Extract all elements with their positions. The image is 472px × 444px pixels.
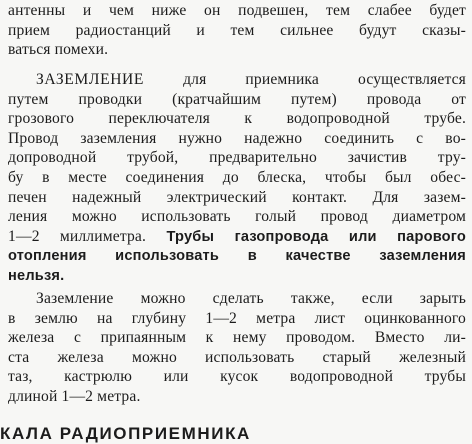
bold-warning-text: Трубы газопровода или парового xyxy=(146,228,466,245)
text-line xyxy=(8,70,466,90)
text-fragment: 1—2 миллиметра. xyxy=(8,227,147,245)
text-line: грозового переключателя к водопроводной трубе. xyxy=(8,110,466,128)
text-line: прием радиостанций и тем сильнее будут сказы- xyxy=(8,21,466,39)
term-grounding: ЗАЗЕМЛЕНИЕ xyxy=(36,71,145,88)
text-line: ления можно использовать голый провод диаметром xyxy=(8,208,466,226)
text-line: железа с припаянным к нему проводом. Вместо ли- xyxy=(8,329,466,347)
text-fragment: для приемника осуществляется xyxy=(144,71,466,88)
text-line xyxy=(8,227,466,248)
text-line: в землю на глубину 1—2 метра лист оцинкованного xyxy=(8,309,466,327)
bold-warning-line: отопления использовать в качестве заземления xyxy=(8,248,466,265)
text-line: Заземление можно сделать также, если зарыть xyxy=(36,290,466,307)
text-line: допроводной трубой, предварительно зачистив тру- xyxy=(8,149,466,167)
text-line: таз, кастрюлю или кусок водопроводной трубы xyxy=(8,368,466,386)
text-line: печен надежный электрический контакт. Для зазем- xyxy=(8,188,466,206)
section-heading: КАЛА РАДИОПРИЕМНИКА xyxy=(0,424,251,443)
paragraph-antenna-height xyxy=(8,1,466,60)
text-line: длиной 1—2 метра. xyxy=(8,387,141,405)
text-line: Провод заземления нужно надежно соединить с во- xyxy=(8,129,466,147)
text-line: ваться помехи. xyxy=(8,41,109,59)
text-line: путем проводки (кратчайшим путем) провода от xyxy=(8,90,466,108)
text-line: антенны и чем ниже он подвешен, тем слабее будет xyxy=(8,2,466,19)
paragraph-ground-plate xyxy=(8,289,466,407)
paragraph-grounding xyxy=(8,70,466,287)
bold-warning-line: нельзя. xyxy=(8,267,65,284)
text-line: ста железа можно использовать старый железный xyxy=(8,348,466,366)
text-line: бу в месте соединения до блеска, чтобы был обес- xyxy=(8,168,466,186)
